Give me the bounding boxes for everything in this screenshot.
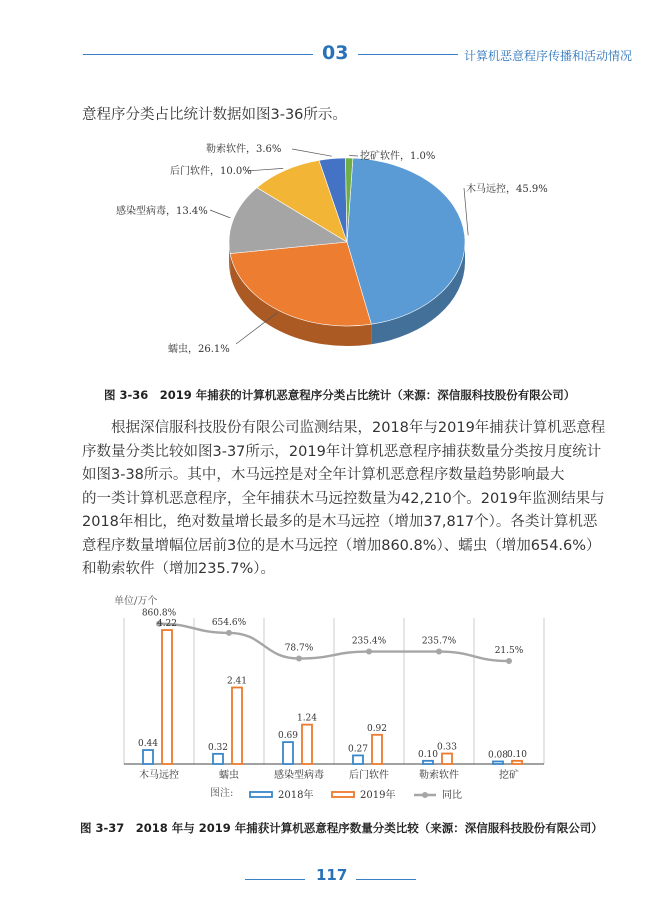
category-label: 蠕虫 — [219, 770, 239, 781]
ratio-point — [506, 658, 512, 664]
ratio-point — [226, 630, 232, 636]
ratio-label: 235.7% — [421, 636, 457, 647]
bar-unit-label: 单位/万个 — [114, 596, 158, 607]
bar-2018 — [143, 750, 153, 764]
leader-worm — [236, 313, 277, 344]
legend-marker — [422, 792, 428, 798]
legend-label: 2018年 — [278, 790, 314, 801]
pie-label-ransomware: 勒索软件，3.6% — [206, 144, 282, 155]
bar-value-2018: 0.08 — [487, 750, 509, 761]
bar-2018 — [213, 754, 223, 764]
leader-virus — [210, 210, 230, 218]
bar-value-2018: 0.10 — [417, 749, 439, 760]
paragraph-line: 和勒索软件（增加235.7%）。 — [82, 561, 276, 577]
pie-top-layer — [229, 158, 465, 326]
category-label: 勒索软件 — [419, 770, 459, 781]
pie-label-mining: 挖矿软件，1.0% — [360, 151, 436, 162]
page-number: 117 — [316, 866, 348, 884]
legend-label: 2019年 — [360, 790, 396, 801]
paragraph-line: 的一类计算机恶意程序，全年捕获木马远控数量为42,210个。2019年监测结果与 — [82, 490, 605, 507]
legend-swatch — [332, 792, 354, 797]
pie-label-backdoor: 后门软件，10.0% — [170, 166, 252, 177]
bar-2019 — [442, 754, 452, 764]
header-rule-left — [83, 54, 313, 55]
pie-label-worm: 蠕虫，26.1% — [168, 344, 230, 355]
ratio-label: 235.4% — [351, 636, 387, 647]
ratio-label: 78.7% — [284, 643, 314, 654]
bar-2019 — [232, 688, 242, 764]
bar-2018 — [493, 761, 503, 764]
category-label: 后门软件 — [349, 770, 389, 781]
legend-swatch — [250, 792, 272, 797]
legend-prefix: 图注: — [210, 788, 234, 799]
legend-label: 同比 — [442, 790, 462, 801]
bar-value-2019: 2.41 — [226, 676, 248, 687]
leader-mining — [349, 155, 358, 156]
intro-line: 意程序分类占比统计数据如图3-36所示。 — [82, 107, 347, 123]
chapter-title: 计算机恶意程序传播和活动情况 — [464, 49, 633, 63]
bar-value-2019: 0.33 — [436, 742, 458, 753]
category-label: 挖矿 — [499, 770, 519, 781]
chapter-number: 03 — [322, 42, 349, 64]
ratio-point — [366, 649, 372, 655]
category-label: 感染型病毒 — [274, 770, 324, 781]
bar-value-2018: 0.32 — [207, 742, 229, 753]
ratio-point — [436, 649, 442, 655]
bar-2019 — [372, 735, 382, 764]
bar-2018 — [353, 755, 363, 764]
ratio-label: 654.6% — [211, 617, 247, 628]
paragraph-line: 根据深信服科技股份有限公司监测结果，2018年与2019年捕获计算机恶意程 — [82, 420, 606, 436]
ratio-label: 860.8% — [141, 608, 177, 619]
bar-2018 — [283, 742, 293, 764]
ratio-line — [142, 609, 524, 664]
bar-2019 — [162, 630, 172, 764]
bar-2019 — [512, 761, 522, 764]
bar-labels — [138, 619, 527, 760]
category-label: 木马远控 — [139, 770, 179, 781]
bar-value-2018: 0.44 — [137, 739, 159, 750]
pie-label-trojan: 木马远控，45.9% — [466, 184, 548, 195]
bar-value-2019: 0.10 — [506, 749, 528, 760]
bar-value-2019: 4.22 — [156, 619, 178, 630]
bar-2019 — [302, 725, 312, 764]
bar-legend — [210, 787, 462, 801]
bar-2018 — [423, 761, 433, 764]
paragraph-line: 序数量分类比较如图3-37所示，2019年计算机恶意程序捕获数量分类按月度统计 — [82, 443, 602, 460]
bar-value-2019: 0.92 — [366, 723, 388, 734]
bar-caption: 图 3-37 2018 年与 2019 年捕获计算机恶意程序数量分类比较（来源：深信服科技股份有限公司） — [80, 821, 603, 835]
footer-rule-left — [245, 879, 305, 880]
leader-trojan — [464, 188, 468, 235]
ratio-label: 21.5% — [494, 646, 524, 657]
header-rule-right — [358, 54, 458, 55]
footer-rule-right — [356, 879, 416, 880]
bar-marks — [143, 630, 522, 764]
bar-value-2018: 0.27 — [347, 744, 369, 755]
bar-frame — [124, 618, 544, 764]
paragraph-line: 意程序数量增幅位居前3位的是木马远控（增加860.8%）、蠕虫（增加654.6%） — [82, 537, 601, 554]
bar-chart — [0, 588, 657, 818]
paragraph-line: 如图3-38所示。其中，木马远控是对全年计算机恶意程序数量趋势影响最大 — [82, 467, 565, 483]
bar-category-labels — [139, 768, 519, 781]
pie-chart — [0, 132, 657, 392]
bar-value-2019: 1.24 — [296, 713, 318, 724]
pie-caption: 图 3-36 2019 年捕获的计算机恶意程序分类占比统计（来源：深信服科技股份有限公司） — [104, 388, 576, 402]
pie-label-virus: 感染型病毒，13.4% — [116, 206, 208, 217]
bar-value-2018: 0.69 — [277, 731, 299, 742]
leader-ransomware — [292, 149, 332, 156]
paragraph-line: 2018年相比，绝对数量增长最多的是木马远控（增加37,817个）。各类计算机恶 — [82, 514, 598, 530]
ratio-point — [296, 656, 302, 662]
pie-slice-worm — [230, 242, 371, 326]
